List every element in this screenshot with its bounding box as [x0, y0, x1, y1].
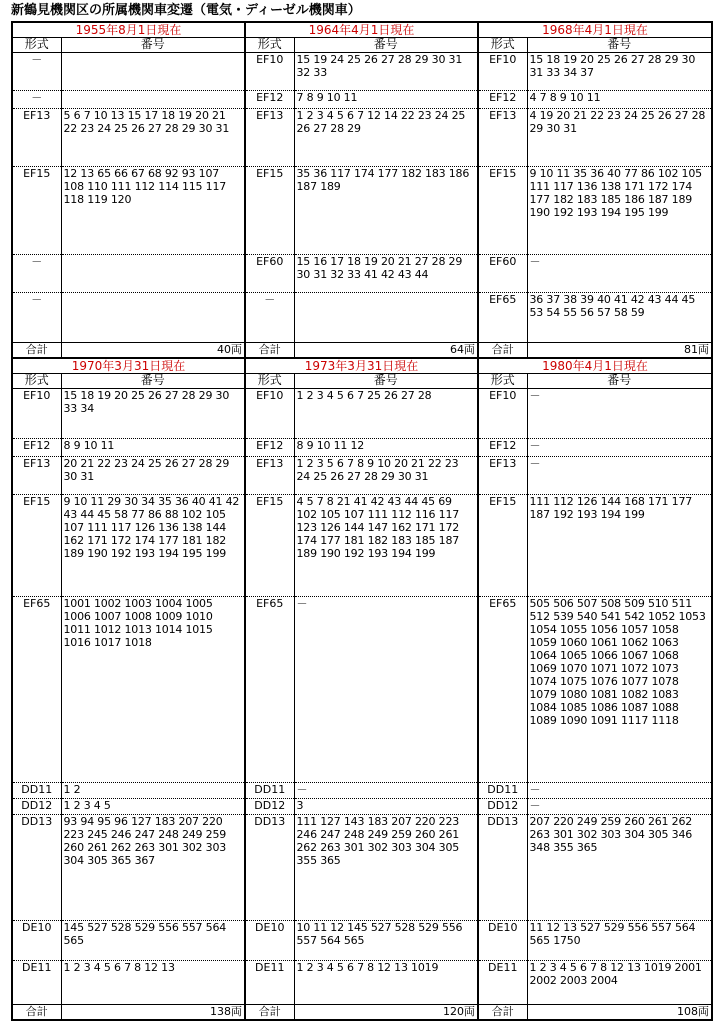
loco-numbers: 1 2 3 4 5 6 7 12 14 22 23 24 25 26 27 28 29	[294, 109, 477, 167]
type-column-header: 形式	[479, 374, 527, 389]
row-ef60	[479, 255, 711, 293]
loco-type: EF13	[246, 109, 294, 167]
row-ef13	[479, 109, 711, 167]
row-dd13	[13, 815, 244, 921]
row-dd13	[479, 815, 711, 921]
loco-type: DD13	[479, 815, 527, 921]
loco-numbers: －	[527, 439, 711, 457]
row-dd11	[246, 783, 477, 799]
period-date: 1973年3月31日現在	[246, 359, 477, 374]
period-table	[13, 374, 244, 1019]
row-dd11	[479, 783, 711, 799]
loco-type: EF65	[13, 597, 61, 783]
total-value: 108両	[527, 1005, 711, 1020]
period-date: 1970年3月31日現在	[13, 359, 244, 374]
period-date: 1955年8月1日現在	[13, 23, 244, 38]
loco-numbers: 7 8 9 10 11	[294, 91, 477, 109]
row-ef65	[13, 597, 244, 783]
loco-type: EF10	[479, 53, 527, 91]
loco-numbers: 35 36 117 174 177 182 183 186 187 189	[294, 167, 477, 255]
total-row	[13, 343, 244, 358]
loco-numbers: 15 18 19 20 25 26 27 28 29 30 33 34	[61, 389, 244, 439]
loco-type: DE10	[479, 921, 527, 961]
row-empty-5	[246, 293, 477, 343]
loco-type: EF13	[246, 457, 294, 495]
loco-numbers: 9 10 11 29 30 34 35 36 40 41 42 43 44 45 58 77 86 88 102 105 107 111 117 126 136 138 144 162 171 172 174 177 181 182 189 190 192 193 194 195 199	[61, 495, 244, 597]
numbers-column-header: 番号	[294, 38, 477, 53]
loco-numbers: 8 9 10 11	[61, 439, 244, 457]
loco-numbers: 4 5 7 8 21 41 42 43 44 45 69 102 105 107 111 112 116 117 123 126 144 147 162 171 172 174 177 181 182 183 185 187 189 190 192 193 194 199	[294, 495, 477, 597]
row-ef13	[246, 109, 477, 167]
numbers-column-header: 番号	[294, 374, 477, 389]
type-column-header: 形式	[13, 374, 61, 389]
total-value: 40両	[61, 343, 244, 358]
row-ef60	[246, 255, 477, 293]
numbers-column-header: 番号	[527, 38, 711, 53]
loco-numbers: －	[294, 597, 477, 783]
loco-type: DD13	[13, 815, 61, 921]
loco-numbers: 3	[294, 799, 477, 815]
loco-type: DE10	[246, 921, 294, 961]
loco-numbers: 93 94 95 96 127 183 207 220 223 245 246 247 248 249 259 260 261 262 263 301 302 303 304 305 365 367	[61, 815, 244, 921]
column-header-row	[246, 38, 477, 53]
row-ef10	[479, 389, 711, 439]
loco-numbers	[294, 293, 477, 343]
row-ef12	[479, 439, 711, 457]
type-column-header: 形式	[246, 374, 294, 389]
loco-type: EF15	[246, 495, 294, 597]
loco-numbers: 207 220 249 259 260 261 262 263 301 302 303 304 305 346 348 355 365	[527, 815, 711, 921]
loco-type: －	[246, 293, 294, 343]
row-ef10	[246, 389, 477, 439]
row-ef10	[246, 53, 477, 91]
row-ef13	[13, 457, 244, 495]
column-header-row	[479, 38, 711, 53]
loco-numbers: 111 127 143 183 207 220 223 246 247 248 249 259 260 261 262 263 301 302 303 304 305 355 365	[294, 815, 477, 921]
loco-type: EF65	[479, 597, 527, 783]
loco-type: DD12	[246, 799, 294, 815]
numbers-column-header: 番号	[61, 374, 244, 389]
numbers-column-header: 番号	[527, 374, 711, 389]
loco-type: EF13	[13, 457, 61, 495]
type-column-header: 形式	[13, 38, 61, 53]
row-dd13	[246, 815, 477, 921]
period-table	[246, 38, 477, 357]
row-dd11	[13, 783, 244, 799]
loco-type: DD13	[246, 815, 294, 921]
loco-type: EF13	[479, 457, 527, 495]
loco-type: EF15	[479, 167, 527, 255]
row-ef10	[479, 53, 711, 91]
column-header-row	[13, 38, 244, 53]
row-ef65	[246, 597, 477, 783]
row-ef15	[479, 167, 711, 255]
row-de10	[13, 921, 244, 961]
loco-type: EF60	[479, 255, 527, 293]
row-de11	[246, 961, 477, 1005]
loco-type: EF12	[246, 439, 294, 457]
loco-numbers: 12 13 65 66 67 68 92 93 107 108 110 111 112 114 115 117 118 119 120	[61, 167, 244, 255]
loco-type: EF12	[13, 439, 61, 457]
loco-numbers: 9 10 11 35 36 40 77 86 102 105 111 117 136 138 171 172 174 177 182 183 185 186 187 189 190 192 193 194 195 199	[527, 167, 711, 255]
loco-numbers: 1 2 3 4 5 6 7 25 26 27 28	[294, 389, 477, 439]
total-label: 合計	[246, 343, 294, 358]
row-ef10	[13, 389, 244, 439]
loco-type: EF10	[479, 389, 527, 439]
loco-numbers	[61, 53, 244, 91]
row-dd12	[479, 799, 711, 815]
column-header-row	[479, 374, 711, 389]
loco-numbers: －	[294, 783, 477, 799]
loco-numbers: 11 12 13 527 529 556 557 564 565 1750	[527, 921, 711, 961]
total-value: 64両	[294, 343, 477, 358]
total-row	[246, 1005, 477, 1020]
loco-numbers: 1 2 3 5 6 7 8 9 10 20 21 22 23 24 25 26 27 28 29 30 31	[294, 457, 477, 495]
column-header-row	[13, 374, 244, 389]
period-band-top	[12, 22, 712, 358]
period-table	[479, 38, 711, 357]
loco-type: EF12	[479, 91, 527, 109]
loco-type: DE11	[13, 961, 61, 1005]
total-label: 合計	[13, 1005, 61, 1020]
loco-type: DE11	[479, 961, 527, 1005]
row-ef15	[479, 495, 711, 597]
page-title: 新鶴見機関区の所属機関車変遷（電気・ディーゼル機関車）	[11, 3, 361, 18]
row-ef12	[246, 439, 477, 457]
row-de11	[479, 961, 711, 1005]
loco-numbers: 111 112 126 144 168 171 177 187 192 193 194 199	[527, 495, 711, 597]
loco-numbers: －	[527, 457, 711, 495]
row-empty-4	[13, 255, 244, 293]
loco-type: DE10	[13, 921, 61, 961]
row-ef13	[13, 109, 244, 167]
row-ef12	[13, 439, 244, 457]
total-value: 120両	[294, 1005, 477, 1020]
total-label: 合計	[246, 1005, 294, 1020]
total-value: 138両	[61, 1005, 244, 1020]
loco-numbers: 20 21 22 23 24 25 26 27 28 29 30 31	[61, 457, 244, 495]
loco-type: DD11	[479, 783, 527, 799]
row-empty-1	[13, 91, 244, 109]
row-ef15	[13, 495, 244, 597]
loco-type: DD11	[246, 783, 294, 799]
loco-type: EF10	[13, 389, 61, 439]
row-ef15	[246, 495, 477, 597]
loco-numbers: 505 506 507 508 509 510 511 512 539 540 541 542 1052 1053 1054 1055 1056 1057 1058 1059 1060 1061 1062 1063 1064 1065 1066 1067 1068 1069 1070 1071 1072 1073 1074 1075 1076 1077 1078 1079 1080 1081 1082 1083 1084 1085 1086 1087 1088 1089 1090 1091 1117 1118	[527, 597, 711, 783]
period-date: 1980年4月1日現在	[479, 359, 711, 374]
period-date: 1968年4月1日現在	[479, 23, 711, 38]
loco-type: DD12	[479, 799, 527, 815]
loco-numbers: 1 2 3 4 5 6 7 8 12 13 1019 2001 2002 2003 2004	[529, 961, 702, 987]
roster-table	[11, 21, 713, 1021]
row-ef12	[479, 91, 711, 109]
period-table	[13, 38, 244, 357]
loco-type: DD11	[13, 783, 61, 799]
numbers-column-header: 番号	[61, 38, 244, 53]
loco-numbers: 145 527 528 529 556 557 564 565	[61, 921, 244, 961]
row-dd12	[13, 799, 244, 815]
row-empty-0	[13, 53, 244, 91]
loco-numbers: 1 2 3 4 5 6 7 8 12 13 1019	[296, 961, 439, 974]
period-1970	[12, 358, 245, 1020]
loco-type: －	[13, 53, 61, 91]
loco-type: EF13	[13, 109, 61, 167]
loco-type: EF15	[13, 167, 61, 255]
total-label: 合計	[13, 343, 61, 358]
loco-numbers: 15 16 17 18 19 20 21 27 28 29 30 31 32 33 41 42 43 44	[294, 255, 477, 293]
loco-numbers: 1 2 3 4 5	[61, 799, 244, 815]
loco-type: EF10	[246, 389, 294, 439]
loco-type: －	[13, 293, 61, 343]
row-ef15	[246, 167, 477, 255]
total-row	[479, 1005, 711, 1020]
loco-numbers: －	[527, 799, 711, 815]
loco-numbers: －	[527, 783, 711, 799]
loco-numbers: 1 2	[61, 783, 244, 799]
total-label: 合計	[479, 1005, 527, 1020]
loco-type: EF12	[479, 439, 527, 457]
row-ef65	[479, 597, 711, 783]
row-de10	[479, 921, 711, 961]
loco-type: －	[13, 255, 61, 293]
loco-type: DD12	[13, 799, 61, 815]
row-ef65	[479, 293, 711, 343]
loco-type: EF10	[246, 53, 294, 91]
row-ef13	[246, 457, 477, 495]
loco-numbers: 4 7 8 9 10 11	[527, 91, 711, 109]
loco-numbers: －	[527, 389, 711, 439]
period-1968	[478, 22, 712, 358]
row-ef12	[246, 91, 477, 109]
loco-type: EF13	[479, 109, 527, 167]
loco-type: EF15	[479, 495, 527, 597]
total-row	[479, 343, 711, 358]
total-label: 合計	[479, 343, 527, 358]
loco-numbers: 15 19 24 25 26 27 28 29 30 31 32 33	[294, 53, 477, 91]
total-value: 81両	[527, 343, 711, 358]
row-de11	[13, 961, 244, 1005]
loco-type: EF60	[246, 255, 294, 293]
period-1964	[245, 22, 478, 358]
loco-type: EF15	[13, 495, 61, 597]
loco-numbers	[61, 91, 244, 109]
loco-numbers: 36 37 38 39 40 41 42 43 44 45 53 54 55 56 57 58 59	[529, 293, 696, 319]
loco-numbers: 4 19 20 21 22 23 24 25 26 27 28 29 30 31	[527, 109, 711, 167]
loco-numbers	[61, 293, 244, 343]
period-1955	[12, 22, 245, 358]
period-date: 1964年4月1日現在	[246, 23, 477, 38]
period-table	[479, 374, 711, 1019]
type-column-header: 形式	[479, 38, 527, 53]
period-table	[246, 374, 477, 1019]
row-empty-5	[13, 293, 244, 343]
total-row	[246, 343, 477, 358]
column-header-row	[246, 374, 477, 389]
loco-type: EF65	[246, 597, 294, 783]
loco-numbers: 1 2 3 4 5 6 7 8 12 13	[63, 961, 175, 974]
loco-numbers	[61, 255, 244, 293]
row-dd12	[246, 799, 477, 815]
loco-type: DE11	[246, 961, 294, 1005]
total-row	[13, 1005, 244, 1020]
row-ef13	[479, 457, 711, 495]
period-1980	[478, 358, 712, 1020]
loco-numbers: 10 11 12 145 527 528 529 556 557 564 565	[294, 921, 477, 961]
period-band-bottom	[12, 358, 712, 1020]
loco-type: －	[13, 91, 61, 109]
loco-type: EF65	[479, 293, 527, 343]
loco-type: EF12	[246, 91, 294, 109]
loco-numbers: 15 18 19 20 25 26 27 28 29 30 31 33 34 37	[527, 53, 711, 91]
loco-numbers: 8 9 10 11 12	[294, 439, 477, 457]
type-column-header: 形式	[246, 38, 294, 53]
loco-numbers: 1001 1002 1003 1004 1005 1006 1007 1008 1009 1010 1011 1012 1013 1014 1015 1016 1017 1018	[61, 597, 244, 783]
loco-type: EF15	[246, 167, 294, 255]
period-1973	[245, 358, 478, 1020]
loco-numbers: －	[527, 255, 711, 293]
row-de10	[246, 921, 477, 961]
loco-numbers: 5 6 7 10 13 15 17 18 19 20 21 22 23 24 25 26 27 28 29 30 31	[61, 109, 244, 167]
row-ef15	[13, 167, 244, 255]
